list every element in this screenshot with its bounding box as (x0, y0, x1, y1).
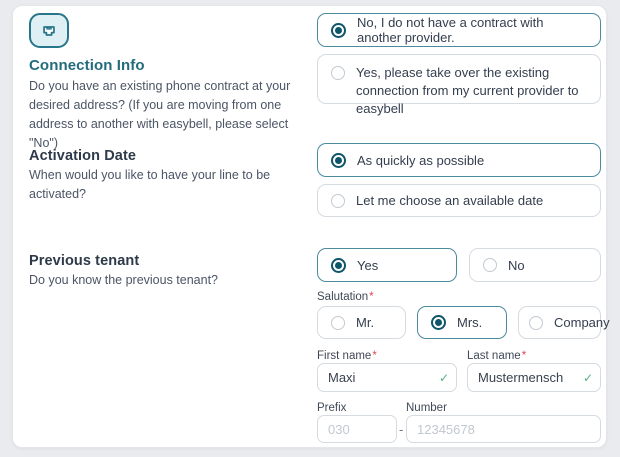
section-description-connection-info: Do you have an existing phone contract at your desired address? (If you are moving from one address to another with easybell, please select "No") (29, 79, 291, 150)
radio-option-no-contract[interactable] (317, 13, 601, 47)
radio-unselected-icon (331, 316, 345, 330)
controls-column (317, 6, 610, 447)
valid-check-icon: ✓ (438, 370, 449, 385)
radio-unselected-icon (483, 258, 497, 272)
radio-option-label: No, I do not have a contract with another provider. (357, 15, 544, 45)
section-description-previous-tenant: Do you know the previous tenant? (29, 273, 219, 287)
radio-unselected-icon (331, 66, 345, 80)
radio-option-label: Let me choose an available date (356, 193, 544, 208)
radio-option-salutation-company[interactable] (518, 306, 610, 339)
required-mark: * (372, 350, 377, 362)
phone-separator: - (399, 422, 404, 437)
section-description-activation-date: When would you like to have your line to be activated? (29, 168, 271, 201)
radio-option-choose-date[interactable] (317, 184, 601, 217)
required-mark: * (369, 291, 374, 303)
section-title-connection-info: Connection Info (29, 57, 145, 74)
valid-check-icon: ✓ (582, 370, 593, 385)
radio-selected-icon (331, 153, 346, 168)
radio-option-label: Yes, please take over the existing connection from my current provider to easybell (356, 65, 579, 116)
ethernet-port-icon (29, 13, 69, 48)
radio-selected-icon (331, 23, 346, 38)
prefix-field-wrap (317, 415, 397, 443)
radio-unselected-icon (331, 194, 345, 208)
radio-option-tenant-no[interactable] (469, 248, 601, 282)
section-title-activation-date: Activation Date (29, 148, 137, 164)
number-field-wrap (406, 415, 601, 443)
first-name-field-wrap (317, 363, 457, 392)
last-name-field-wrap (467, 363, 601, 392)
radio-option-takeover-contract[interactable] (317, 54, 601, 116)
radio-option-label: As quickly as possible (357, 152, 485, 168)
radio-option-label: No (508, 257, 525, 273)
section-title-previous-tenant: Previous tenant (29, 253, 140, 269)
radio-option-asap[interactable] (317, 143, 601, 177)
radio-selected-icon (331, 258, 346, 273)
radio-option-label: Mr. (356, 315, 375, 330)
radio-option-label: Yes (357, 257, 379, 273)
first-name-input[interactable] (317, 363, 457, 392)
required-mark: * (521, 350, 527, 362)
first-name-label: First name* (317, 350, 377, 362)
radio-option-tenant-yes[interactable] (317, 248, 457, 282)
salutation-label: Salutation* (317, 291, 374, 303)
radio-unselected-icon (529, 316, 543, 330)
radio-option-salutation-mr[interactable] (317, 306, 406, 339)
number-input[interactable] (406, 415, 601, 443)
prefix-label: Prefix (317, 402, 347, 414)
radio-option-label: Mrs. (457, 315, 483, 330)
order-form-card (12, 5, 610, 448)
radio-selected-icon (431, 315, 446, 330)
last-name-label: Last name* (467, 350, 527, 362)
number-label: Number (406, 402, 447, 414)
prefix-input[interactable] (317, 415, 397, 443)
labels-column (29, 6, 305, 447)
radio-option-label: Company (554, 315, 610, 330)
radio-option-salutation-mrs[interactable] (417, 306, 507, 339)
last-name-input[interactable] (467, 363, 601, 392)
